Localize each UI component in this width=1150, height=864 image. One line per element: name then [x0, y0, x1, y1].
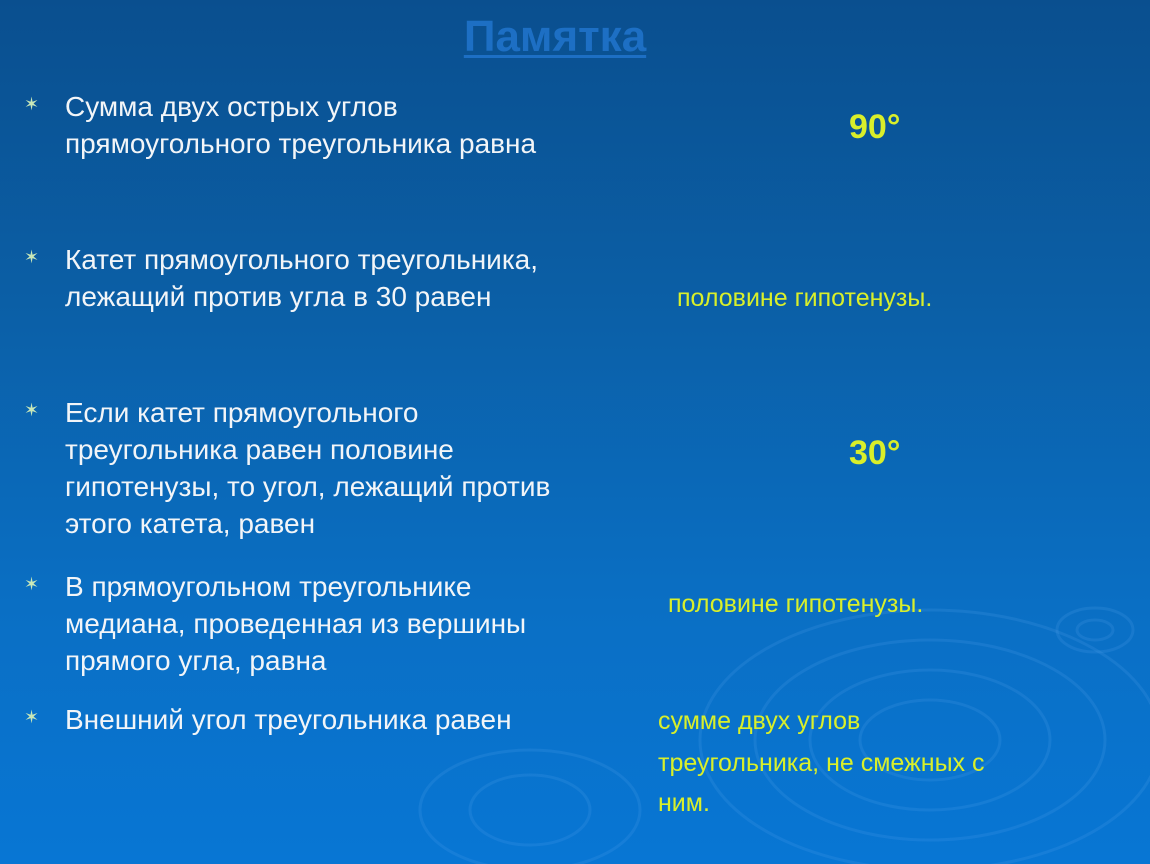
item-line: лежащий против угла в 30 равен — [65, 281, 492, 312]
star-bullet-icon: ✶ — [24, 400, 40, 420]
answer-text: треугольника, не смежных с — [658, 749, 985, 777]
answer-text: половине гипотенузы. — [668, 590, 924, 618]
item-line: прямоугольного треугольника равна — [65, 128, 537, 159]
item-line: В прямоугольном треугольнике — [65, 571, 472, 602]
star-bullet-icon: ✶ — [24, 707, 40, 727]
item-line: этого катета, равен — [65, 508, 316, 539]
page-title: Памятка — [463, 12, 647, 61]
item-line: Катет прямоугольного треугольника, — [65, 244, 539, 275]
item-line: прямого угла, равна — [65, 645, 327, 676]
answer-text: ним. — [658, 789, 710, 817]
star-bullet-icon: ✶ — [24, 574, 40, 594]
item-line: Сумма двух острых углов — [65, 91, 398, 122]
item-line: Если катет прямоугольного — [65, 397, 419, 428]
answer-text: сумме двух углов — [658, 707, 861, 735]
item-line: треугольника равен половине — [65, 434, 454, 465]
item-line: гипотенузы, то угол, лежащий против — [65, 471, 551, 502]
star-bullet-icon: ✶ — [24, 94, 40, 114]
item-line: Внешний угол треугольника равен — [65, 704, 512, 735]
answer-text: 30° — [849, 434, 901, 472]
item-line: медиана, проведенная из вершины — [65, 608, 527, 639]
answer-text: 90° — [849, 108, 901, 146]
answer-text: половине гипотенузы. — [677, 284, 933, 312]
star-bullet-icon: ✶ — [24, 247, 40, 267]
